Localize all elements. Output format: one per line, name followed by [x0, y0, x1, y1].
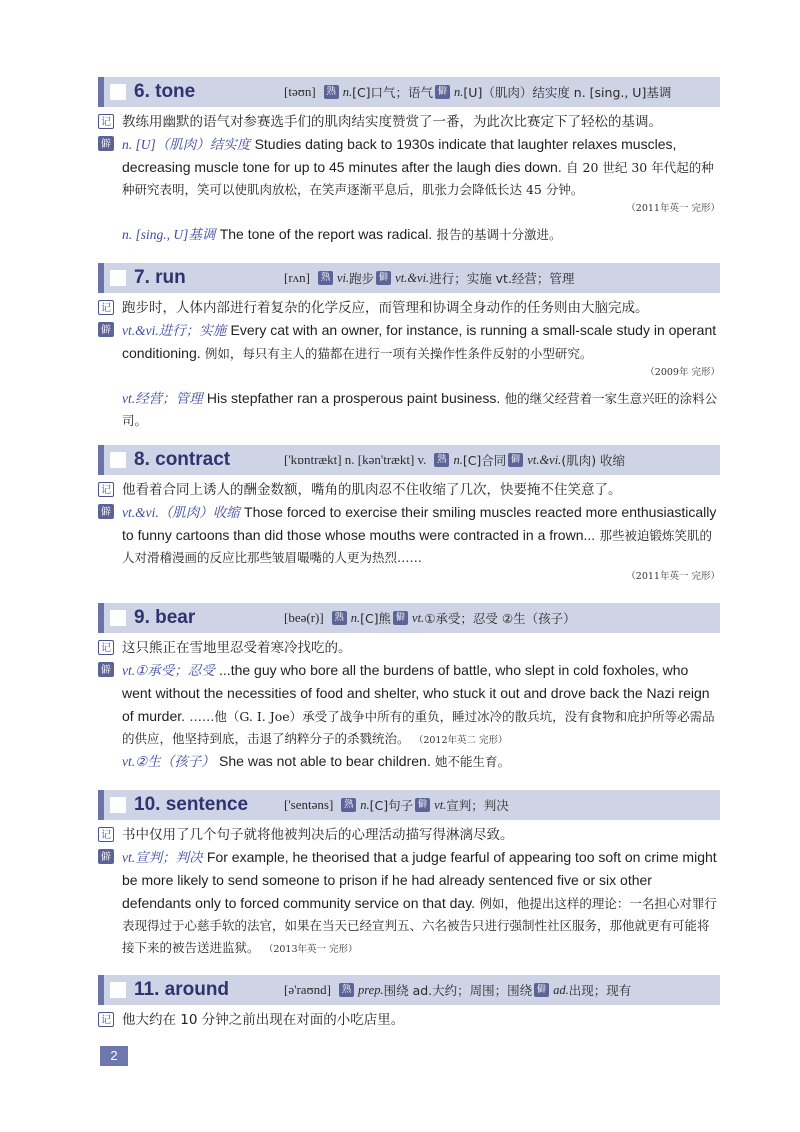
usage [98, 846, 720, 959]
phonetic: [beə(r)] [284, 610, 324, 625]
usage [98, 223, 720, 246]
usage [98, 659, 720, 750]
rare-tag-icon: 僻 [534, 983, 549, 997]
example-en: Every cat with an owner, for instance, is running a small-scale study in operant conditioning. [122, 322, 717, 361]
meaning: 跑步 [349, 271, 375, 286]
entry-header [98, 77, 720, 107]
memory-line [98, 824, 720, 846]
meaning: [C]合同 [462, 453, 507, 468]
usage-pos: n. [U]（肌肉）结实度 [122, 137, 251, 152]
common-tag-icon: 熟 [339, 983, 354, 997]
header-definitions [284, 269, 574, 287]
usage-pos: vt.②生（孩子） [122, 754, 215, 769]
rare-meaning-icon: 僻 [98, 322, 114, 337]
headword: 6. tone [134, 81, 196, 102]
source-label: （2011年英一 完形） [626, 203, 720, 214]
headword: 7. run [134, 267, 186, 288]
entry-header [98, 263, 720, 293]
phonetic: [rʌn] [284, 270, 310, 285]
entry-bear [98, 603, 720, 773]
entry-tone [98, 77, 720, 246]
memo-icon: 记 [98, 640, 114, 655]
header-definitions [284, 981, 631, 999]
pos: vt.&vi. [395, 270, 430, 285]
common-tag-icon: 熟 [341, 798, 356, 812]
usage-pos: vt.&vi.进行；实施 [122, 323, 227, 338]
example-zh: 例如，他提出这样的理论：一名担心对罪行表现得过于心慈手软的法官，如果在当天已经宣判五、六名被告只进行强制性社区服务，那他就更有可能将接下来的被告送进监狱。 [122, 896, 717, 955]
entry-sentence [98, 790, 720, 959]
example-en: ...the guy who bore all the burdens of battle, who slept in cold foxholes, who went without the necessities of food and shelter, who stuck it out and drove back the Nazi reign of murder. [122, 662, 710, 724]
example-zh: 她不能生育。 [435, 754, 511, 769]
common-tag-icon: 熟 [332, 611, 347, 625]
memory-line [98, 479, 720, 501]
memo-icon: 记 [98, 1012, 114, 1027]
checkbox-square-icon [110, 982, 126, 998]
usage-pos: vt.①承受；忍受 [122, 663, 215, 678]
entry-header [98, 445, 720, 475]
rare-meaning-icon: 僻 [98, 136, 114, 151]
memo-text: 教练用幽默的语气对参赛选手们的肌肉结实度赞赏了一番，为此次比赛定下了轻松的基调。 [122, 114, 662, 130]
example-en: His stepfather ran a prosperous paint business. [206, 390, 501, 406]
header-definitions [284, 451, 625, 469]
pos: n. [453, 452, 463, 467]
meaning: 宣判；判决 [446, 798, 509, 813]
meaning: [C]句子 [369, 798, 414, 813]
meaning: ①承受；忍受 ②生（孩子） [424, 611, 576, 626]
memo-text: 他大约在 10 分钟之前出现在对面的小吃店里。 [122, 1012, 405, 1028]
meaning: (肌肉) 收缩 [561, 453, 626, 468]
phonetic: ['kɒntrækt] n. [kən'trækt] v. [284, 452, 427, 467]
rare-tag-icon: 僻 [435, 85, 450, 99]
meaning: 围绕 ad.大约；周围；围绕 [383, 983, 533, 998]
rare-tag-icon: 僻 [508, 453, 523, 467]
rare-meaning-icon: 僻 [98, 849, 114, 864]
source-label: （2013年英一 完形） [263, 944, 358, 955]
usage [98, 319, 720, 365]
rare-tag-icon: 僻 [415, 798, 430, 812]
checkbox-square-icon [110, 84, 126, 100]
meaning: [U]（肌肉）结实度 n. [sing., U]基调 [463, 85, 672, 100]
memo-icon: 记 [98, 482, 114, 497]
entry-header [98, 790, 720, 820]
memo-text: 这只熊正在雪地里忍受着寒冷找吃的。 [122, 640, 352, 656]
example-en: Those forced to exercise their smiling muscles reacted more enthusiastically to funny cartoons than did those whose mouths were contracted in a frown... [122, 504, 717, 543]
header-definitions [284, 609, 576, 627]
meaning: [C]口气；语气 [352, 85, 434, 100]
entry-around [98, 975, 720, 1031]
phonetic: ['sentəns] [284, 797, 334, 812]
entry-run [98, 263, 720, 432]
checkbox-square-icon [110, 610, 126, 626]
memo-text: 他看着合同上诱人的酬金数额，嘴角的肌肉忍不住收缩了几次，快要掩不住笑意了。 [122, 482, 622, 498]
example-zh: 自 20 世纪 30 年代起的种种研究表明，笑可以使肌肉放松，在笑声逐渐平息后，肌张力会降低长达 45 分钟。 [122, 160, 714, 197]
usage [98, 501, 720, 569]
rare-tag-icon: 僻 [393, 611, 408, 625]
meaning: [C]熊 [360, 611, 392, 626]
entry-contract [98, 445, 720, 585]
header-definitions [284, 83, 671, 101]
usage-pos: vt.经营；管理 [122, 391, 203, 406]
memo-text: 书中仅用了几个句子就将他被判决后的心理活动描写得淋漓尽致。 [122, 827, 514, 843]
pos: prep. [358, 982, 384, 997]
usage-pos: vt.&vi.（肌肉）收缩 [122, 505, 240, 520]
headword: 10. sentence [134, 794, 249, 815]
usage-pos: n. [sing., U]基调 [122, 227, 216, 242]
entry-header [98, 975, 720, 1005]
pos: n. [360, 797, 370, 812]
memo-icon: 记 [98, 114, 114, 129]
headword: 8. contract [134, 449, 231, 470]
page-number: 2 [100, 1046, 128, 1066]
header-definitions [284, 796, 509, 814]
headword: 9. bear [134, 607, 196, 628]
entry-header [98, 603, 720, 633]
phonetic: [ə'raʊnd] [284, 982, 332, 997]
usage [98, 387, 720, 432]
rare-tag-icon: 僻 [376, 271, 391, 285]
memory-line [98, 1009, 720, 1031]
source-label: （2012年英二 完形） [413, 735, 508, 746]
memo-icon: 记 [98, 300, 114, 315]
checkbox-square-icon [110, 797, 126, 813]
common-tag-icon: 熟 [434, 453, 449, 467]
example-zh: ……他（G. I. Joe）承受了战争中所有的重负，睡过冰冷的散兵坑，没有食物和庇护所等必需品的供应，他坚持到底，击退了纳粹分子的杀戮统治。 [122, 709, 715, 746]
pos: vi. [337, 270, 350, 285]
pos: vt. [434, 797, 447, 812]
pos: vt. [412, 610, 425, 625]
memo-text: 跑步时，人体内部进行着复杂的化学反应，而管理和协调全身动作的任务则由大脑完成。 [122, 300, 649, 316]
checkbox-square-icon [110, 452, 126, 468]
headword: 11. around [134, 979, 230, 1000]
phonetic: [təʊn] [284, 84, 316, 99]
memo-icon: 记 [98, 827, 114, 842]
meaning: 出现；现有 [568, 983, 632, 998]
pos: n. [454, 84, 464, 99]
pos: ad. [553, 982, 569, 997]
example-en: The tone of the report was radical. [219, 226, 433, 242]
pos: n. [342, 84, 353, 99]
pos: vt.&vi. [527, 452, 562, 467]
example-zh: 报告的基调十分激进。 [436, 227, 562, 242]
checkbox-square-icon [110, 270, 126, 286]
example-zh: 例如，每只有主人的猫都在进行一项有关操作性条件反射的小型研究。 [204, 346, 593, 361]
source-label: （2009年 完形） [645, 367, 720, 378]
rare-meaning-icon: 僻 [98, 662, 114, 677]
usage-pos: vt.宣判；判决 [122, 850, 203, 865]
memory-line [98, 111, 720, 133]
memory-line [98, 637, 720, 659]
common-tag-icon: 熟 [324, 85, 339, 99]
meaning: 进行；实施 vt.经营；管理 [429, 271, 575, 286]
rare-meaning-icon: 僻 [98, 504, 114, 519]
source-label: （2011年英一 完形） [626, 571, 720, 582]
example-en: Studies dating back to 1930s indicate that laughter relaxes muscles, decreasing muscle tone for up to 45 minutes after the laugh dies down. [122, 136, 677, 175]
pos: n. [350, 610, 361, 625]
usage [98, 133, 720, 201]
example-en: For example, he theorised that a judge fearful of appearing too soft on crime might be more likely to send someone to prison if he had already sentenced five or six other defendants only to forced community service on that day. [122, 849, 717, 911]
example-zh: 那些被迫锻炼笑肌的人对滑稽漫画的反应比那些皱眉嘬嘴的人更为热烈…… [122, 528, 712, 565]
common-tag-icon: 熟 [318, 271, 333, 285]
example-en: She was not able to bear children. [219, 753, 431, 769]
usage [98, 750, 720, 773]
memory-line [98, 297, 720, 319]
example-zh: 他的继父经营着一家生意兴旺的涂料公司。 [122, 391, 718, 428]
